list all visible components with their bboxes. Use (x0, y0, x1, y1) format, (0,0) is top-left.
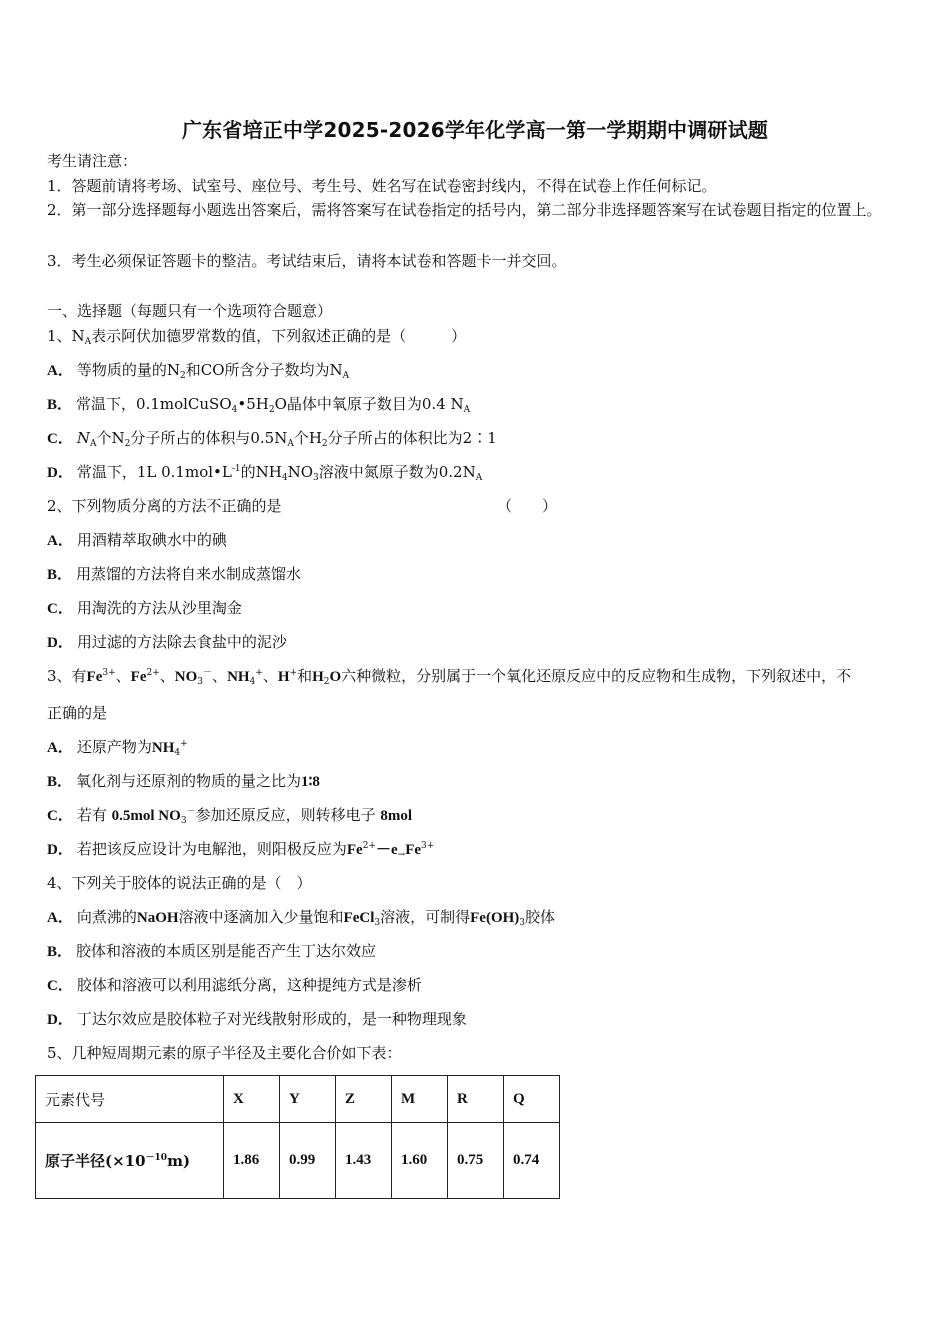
question-4-stem: 4、下列关于胶体的说法正确的是（ ） (47, 874, 312, 892)
question-3-stem: 3、有$Fe^{3+}$、$Fe^{2+}$、$NO_3^-$、$NH_4^+$、H+和$H_2O$六种微粒，分别属于一个氧化还原反应中的反应物和生成物，下列叙述中，不 (47, 667, 852, 687)
q3-option-d[interactable]: D． 若把该反应设计为电解池，则阳极反应为$Fe^{2+}-e_\to Fe^{3+}$ (47, 840, 435, 860)
table-cell: 1.43 (336, 1123, 392, 1199)
table-header-cell: M (392, 1076, 448, 1123)
notice-item-2: 2．第一部分选择题每小题选出答案后，需将答案写在试卷指定的括号内，第二部分非选择题答案写在试卷题目指定的位置上。 (47, 201, 882, 219)
q2-option-d[interactable]: D． 用过滤的方法除去食盐中的泥沙 (47, 633, 287, 651)
table-header-cell: X (224, 1076, 280, 1123)
table-cell: 1.86 (224, 1123, 280, 1199)
table-header-row (36, 1076, 560, 1123)
q4-option-b[interactable]: B． 胶体和溶液的本质区别是能否产生丁达尔效应 (47, 942, 377, 960)
question-2-stem: 2、下列物质分离的方法不正确的是 (47, 497, 282, 515)
q3-option-a[interactable]: A． 还原产物为$NH_4^+$ (47, 738, 188, 758)
table-cell: 0.99 (280, 1123, 336, 1199)
table-row (36, 1123, 560, 1199)
question-5-stem: 5、几种短周期元素的原子半径及主要化合价如下表： (47, 1044, 402, 1062)
table-cell: 0.75 (448, 1123, 504, 1199)
question-1-stem: 1、$N_A$表示阿伏加德罗常数的值，下列叙述正确的是（ ） (47, 327, 467, 347)
notice-item-1: 1．答题前请将考场、试室号、座位号、考生号、姓名写在试卷密封线内，不得在试卷上作任何标记。 (47, 177, 717, 195)
question-3-stem-cont: 正确的是 (47, 704, 108, 722)
notice-heading: 考生请注意： (47, 152, 138, 170)
q2-option-c[interactable]: C． 用淘洗的方法从沙里淘金 (47, 599, 242, 617)
answer-paren: （ ） (497, 497, 558, 515)
q1-option-a[interactable]: A． 等物质的量的$N_2$和CO所含分子数均为$N_A$ (47, 361, 350, 381)
table-cell: 0.74 (504, 1123, 560, 1199)
table-header-cell: Q (504, 1076, 560, 1123)
element-table (35, 1075, 560, 1199)
q1-option-b[interactable]: B． 常温下，$0.1molCuSO_4•5H_2O$晶体中氧原子数目为0.4 $N_A$ (47, 395, 471, 415)
table-header-cell: 元素代号 (36, 1076, 224, 1123)
q1-option-c[interactable]: C． $N_A$个$N_2$分子所占的体积与$0.5N_A$个$H_2$分子所占的体积比为2∶1 (47, 429, 497, 449)
table-row-label: 原子半径$(\times 10^{-10}m)$ (36, 1123, 224, 1199)
q2-option-b[interactable]: B． 用蒸馏的方法将自来水制成蒸馏水 (47, 565, 302, 583)
table-header-cell: R (448, 1076, 504, 1123)
table-header-cell: Z (336, 1076, 392, 1123)
q4-option-d[interactable]: D． 丁达尔效应是胶体粒子对光线散射形成的，是一种物理现象 (47, 1010, 467, 1028)
q1-option-d[interactable]: D． 常温下，1L $0.1mol•L^{-1}$的$NH_4NO_3$溶液中氮原子数为$0.2N_A$ (47, 463, 483, 483)
q3-option-c[interactable]: C． 若有 0.5mol $NO_3^-$参加还原反应，则转移电子 8mol (47, 806, 413, 826)
section-heading: 一、选择题（每题只有一个选项符合题意） (47, 302, 333, 320)
table-cell: 1.60 (392, 1123, 448, 1199)
page-title: 广东省培正中学2025-2026学年化学高一第一学期期中调研试题 (181, 118, 769, 142)
table-header-cell: Y (280, 1076, 336, 1123)
q3-option-b[interactable]: B． 氧化剂与还原剂的物质的量之比为1∶8 (47, 772, 320, 790)
q4-option-a[interactable]: A． 向煮沸的NaOH溶液中逐滴加入少量饱和FeCl$_3$溶液，可制得$Fe(OH)_3$胶体 (47, 908, 556, 928)
notice-item-3: 3．考生必须保证答题卡的整洁。考试结束后，请将本试卷和答题卡一并交回。 (47, 252, 567, 270)
q4-option-c[interactable]: C． 胶体和溶液可以利用滤纸分离，这种提纯方式是渗析 (47, 976, 422, 994)
q2-option-a[interactable]: A． 用酒精萃取碘水中的碘 (47, 531, 227, 549)
